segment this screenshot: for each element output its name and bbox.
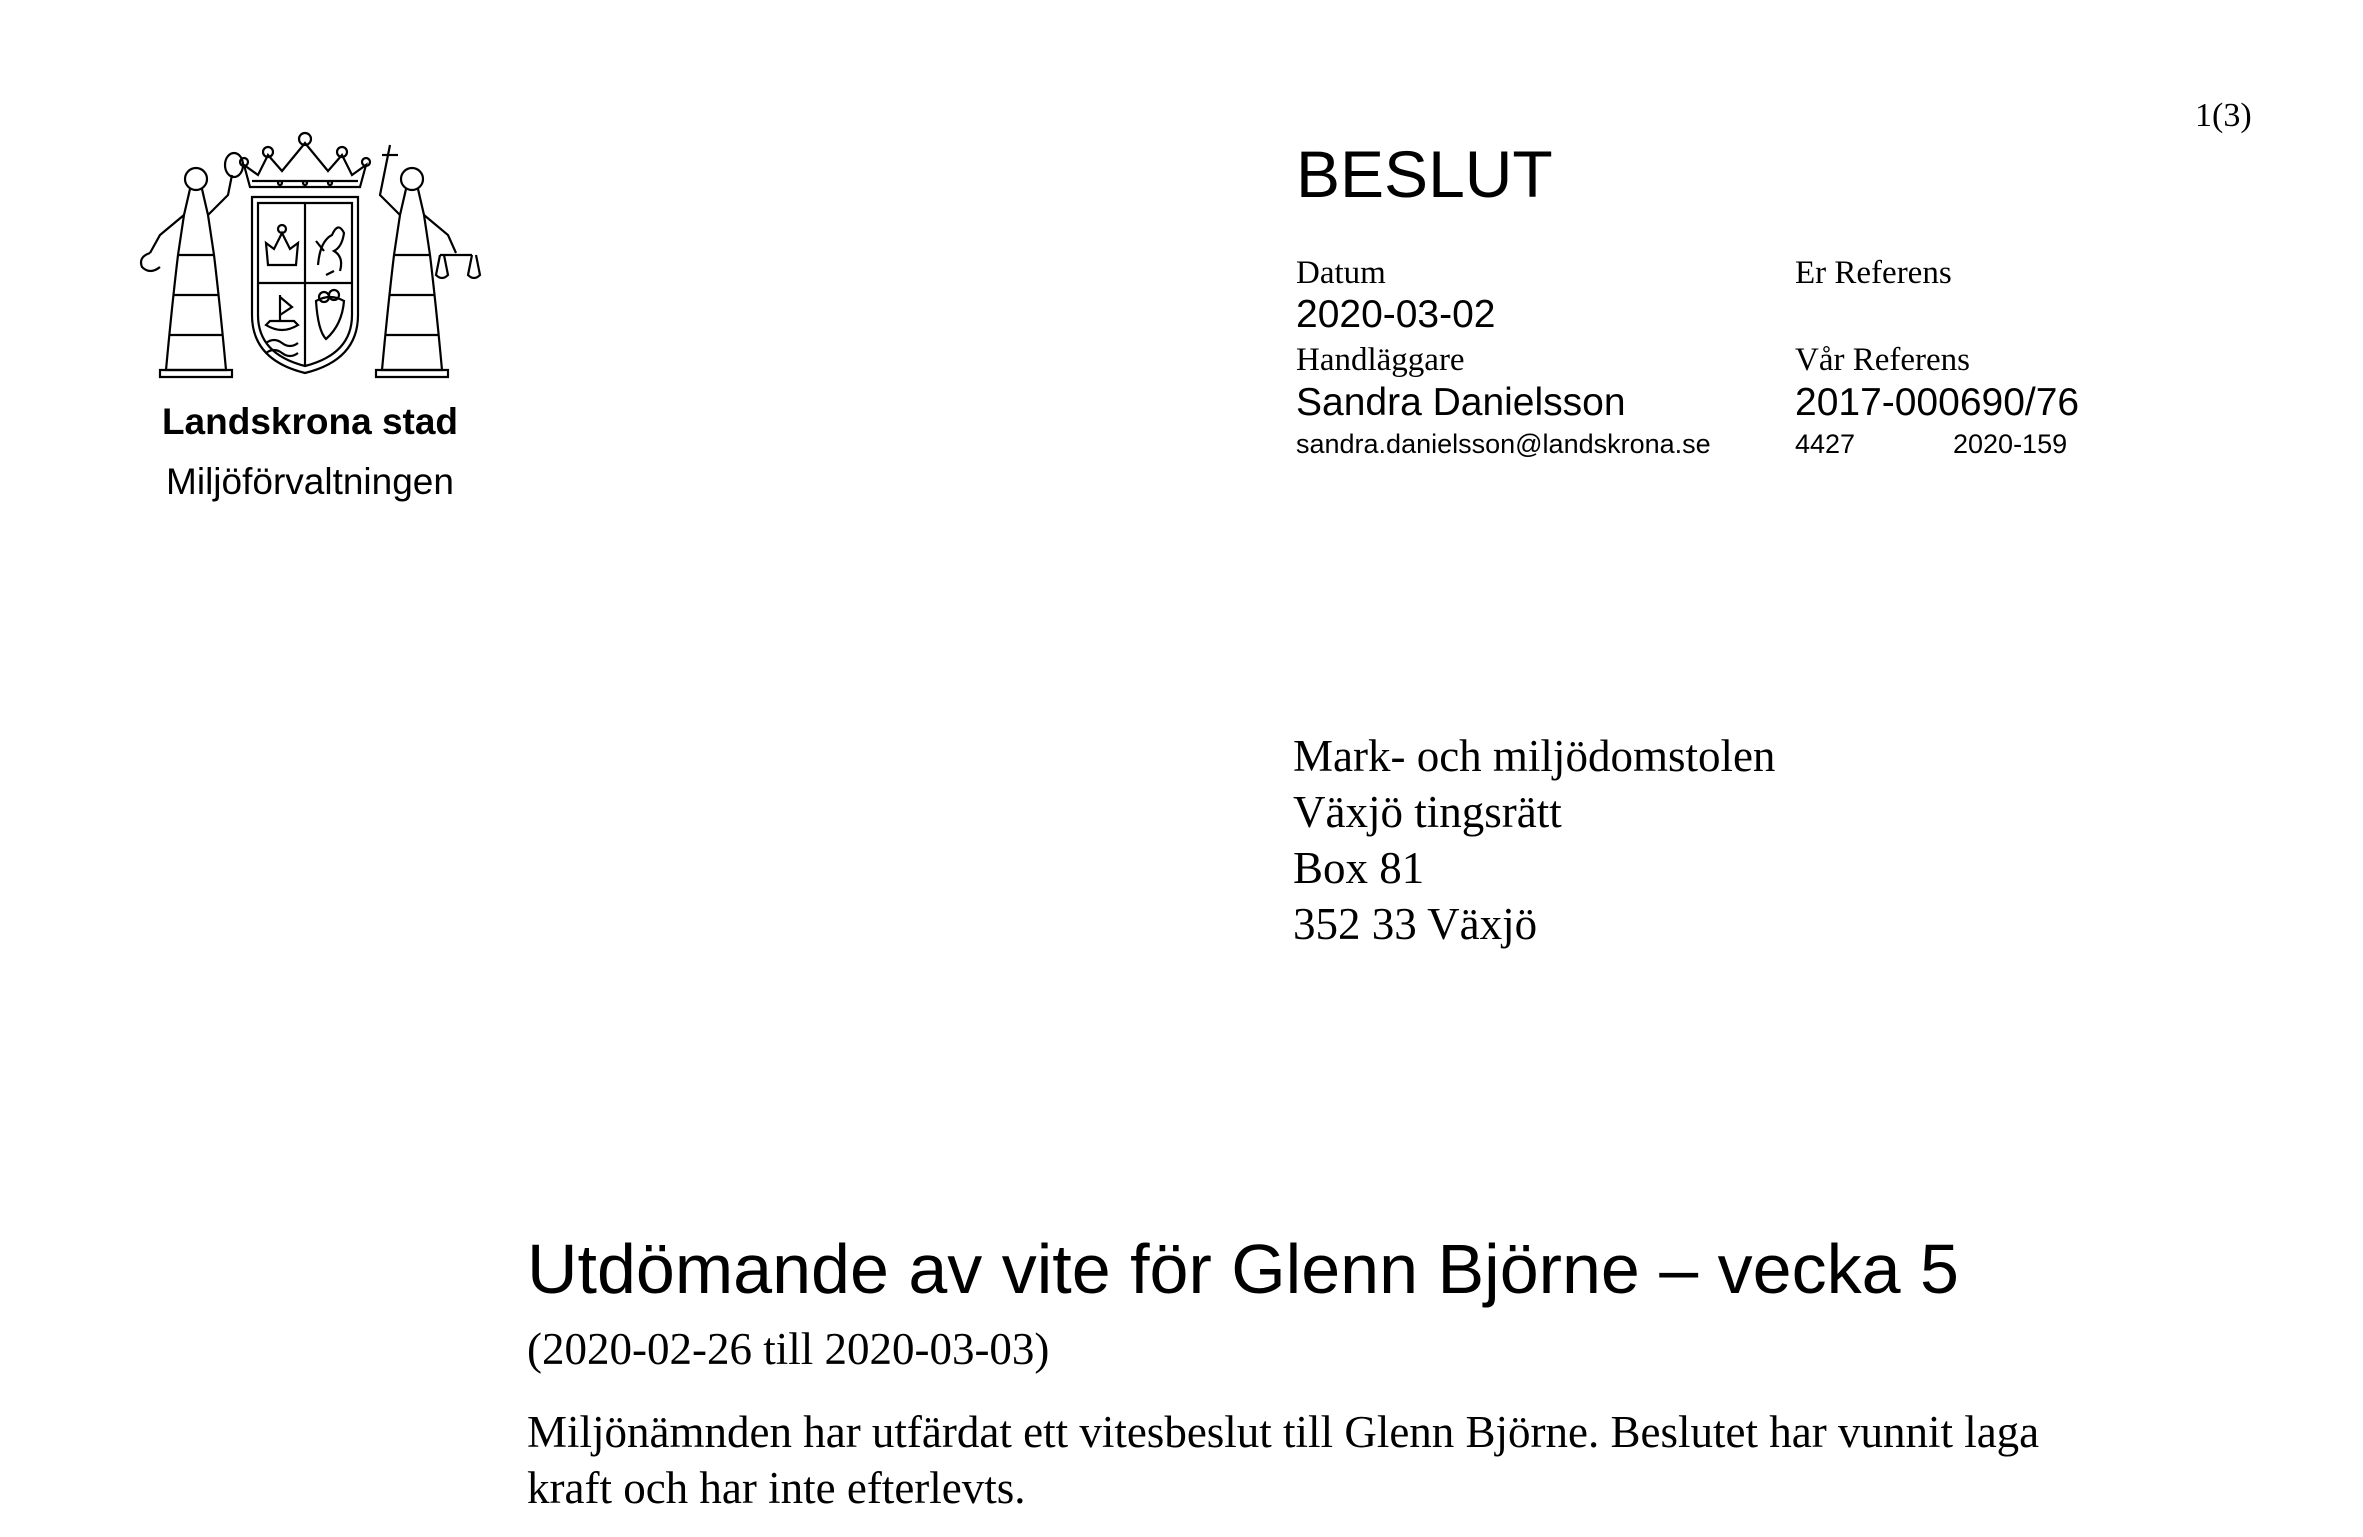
organization-name: Landskrona stad: [161, 401, 459, 442]
department-name: Miljöförvaltningen: [166, 461, 454, 502]
addressee-line-2: Växjö tingsrätt: [1293, 787, 1562, 837]
crown-icon: [240, 133, 370, 187]
handlaggare-name: Sandra Danielsson: [1296, 381, 1626, 424]
landskrona-coat-of-arms-icon: [120, 125, 490, 395]
addressee-line-4: 352 33 Växjö: [1293, 899, 1538, 949]
addressee-block: [1293, 728, 1775, 952]
er-referens-label: Er Referens: [1795, 255, 1952, 291]
reference-code-1: 4427: [1795, 429, 1856, 459]
left-supporter-icon: [141, 153, 243, 377]
addressee-line-1: Mark- och miljödomstolen: [1293, 731, 1776, 781]
handlaggare-label: Handläggare: [1296, 342, 1465, 378]
addressee-line-3: Box 81: [1293, 843, 1425, 893]
document-subheading: (2020-02-26 till 2020-03-03): [527, 1324, 1050, 1374]
page-number: 1(3): [2195, 97, 2252, 134]
body-paragraph: Miljönämnden har utfärdat ett vitesbeslut till Glenn Björne. Beslutet har vunnit laga kraft och har inte efterlevts.: [527, 1407, 2040, 1513]
shield-icon: [252, 197, 358, 373]
right-supporter-icon: [376, 145, 480, 377]
document-type: BESLUT: [1296, 137, 1553, 211]
datum-label: Datum: [1296, 255, 1386, 291]
reference-code-2: 2020-159: [1953, 429, 2068, 459]
document-heading: Utdömande av vite för Glenn Björne – vecka 5: [527, 1230, 1959, 1308]
var-referens-label: Vår Referens: [1795, 342, 1970, 378]
datum-value: 2020-03-02: [1296, 293, 1496, 336]
var-referens-value: 2017-000690/76: [1795, 381, 2080, 424]
handlaggare-email: sandra.danielsson@landskrona.se: [1296, 429, 1711, 459]
